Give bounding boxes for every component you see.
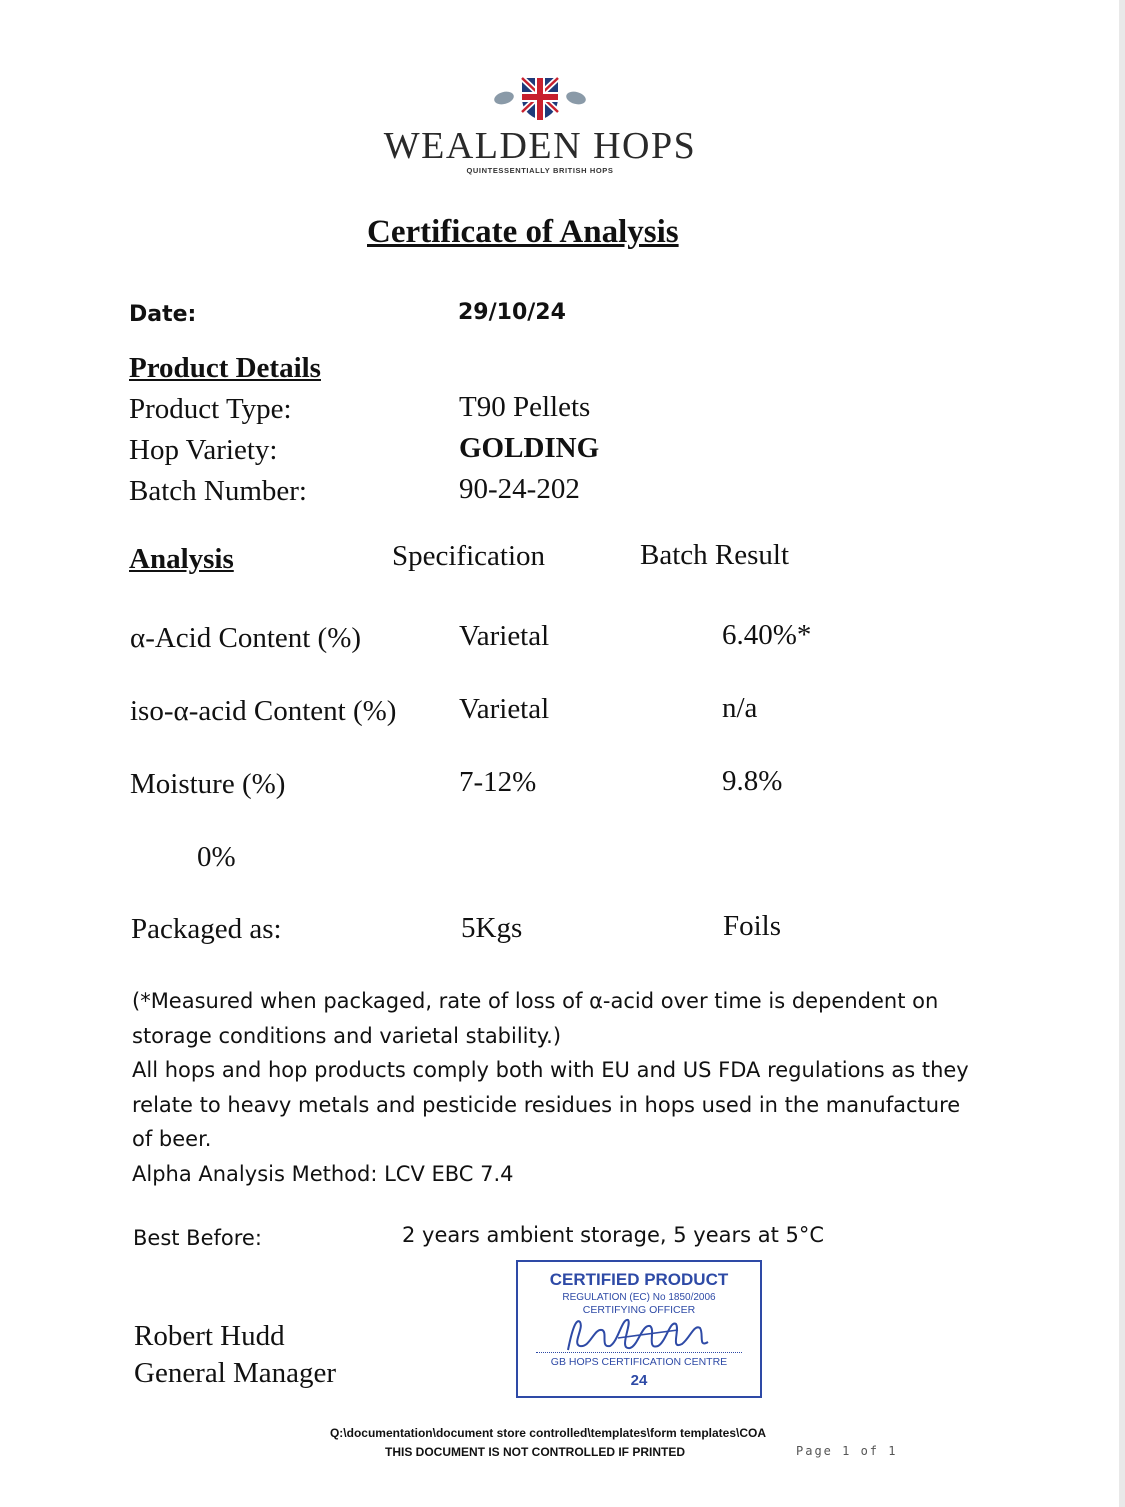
brand-tagline: QUINTESSENTIALLY BRITISH HOPS	[466, 166, 614, 175]
signatory-role: General Manager	[134, 1357, 337, 1389]
date-value: 29/10/24	[458, 300, 566, 325]
analysis-row-result: n/a	[722, 692, 758, 724]
best-before-value: 2 years ambient storage, 5 years at 5°C	[402, 1223, 825, 1247]
stamp-regulation: REGULATION (EC) No 1850/2006	[562, 1292, 716, 1303]
analysis-row-spec: Varietal	[459, 693, 550, 725]
analysis-heading: Analysis	[129, 543, 234, 575]
analysis-row-name: Moisture (%)	[130, 768, 286, 800]
packaged-label: Packaged as:	[131, 913, 282, 945]
hop-variety-label: Hop Variety:	[129, 434, 278, 466]
specification-header: Specification	[392, 540, 546, 572]
compliance-note: All hops and hop products comply both with EU and US FDA regulations as they relate to heavy metals and pesticide residues in hops used in the manufacture of beer.	[132, 1058, 969, 1151]
stray-value: 0%	[197, 841, 236, 873]
stamp-officer: CERTIFYING OFFICER	[582, 1304, 696, 1316]
union-jack-shield-icon	[522, 78, 558, 120]
analysis-row-result: 6.40%*	[722, 619, 812, 651]
stamp-title: CERTIFIED PRODUCT	[549, 1270, 729, 1289]
analysis-row-name: α-Acid Content (%)	[130, 622, 362, 654]
stamp-centre: GB HOPS CERTIFICATION CENTRE	[550, 1356, 728, 1368]
notes-block	[132, 984, 972, 1191]
product-type-value: T90 Pellets	[459, 391, 591, 423]
document-title: Certificate of Analysis	[367, 214, 679, 250]
certification-stamp	[516, 1260, 762, 1398]
hop-variety-value: GOLDING	[459, 432, 600, 464]
brand-name: WEALDEN HOPS	[383, 125, 697, 167]
analysis-row-name: iso-α-acid Content (%)	[130, 695, 397, 727]
footer-path: Q:\documentation\document store controlled\templates\form templates\COA	[329, 1426, 767, 1440]
date-label: Date:	[129, 302, 197, 327]
packaged-size: 5Kgs	[461, 912, 523, 944]
stamp-number: 24	[630, 1372, 648, 1389]
packaged-type: Foils	[723, 910, 782, 942]
product-details-heading: Product Details	[129, 352, 321, 384]
signatory-name: Robert Hudd	[134, 1320, 285, 1352]
analysis-row-result: 9.8%	[722, 765, 783, 797]
batch-number-value: 90-24-202	[459, 473, 580, 505]
analysis-row-spec: Varietal	[459, 620, 550, 652]
batch-number-label: Batch Number:	[129, 475, 307, 507]
page-edge	[1119, 0, 1125, 1507]
stamp-signature-line	[536, 1352, 742, 1353]
crest-icon	[490, 72, 590, 122]
footer-warning: THIS DOCUMENT IS NOT CONTROLLED IF PRINTED	[385, 1445, 685, 1459]
analysis-row-spec: 7-12%	[459, 766, 537, 798]
best-before-label: Best Before:	[133, 1226, 262, 1250]
company-logo	[0, 72, 1080, 175]
product-type-label: Product Type:	[129, 393, 292, 425]
batch-result-header: Batch Result	[640, 539, 790, 571]
alpha-loss-note: (*Measured when packaged, rate of loss of α-acid over time is dependent on storage conditions and varietal stability.)	[132, 989, 939, 1048]
method-note: Alpha Analysis Method: LCV EBC 7.4	[132, 1161, 514, 1186]
page-number: Page 1 of 1	[796, 1444, 898, 1458]
